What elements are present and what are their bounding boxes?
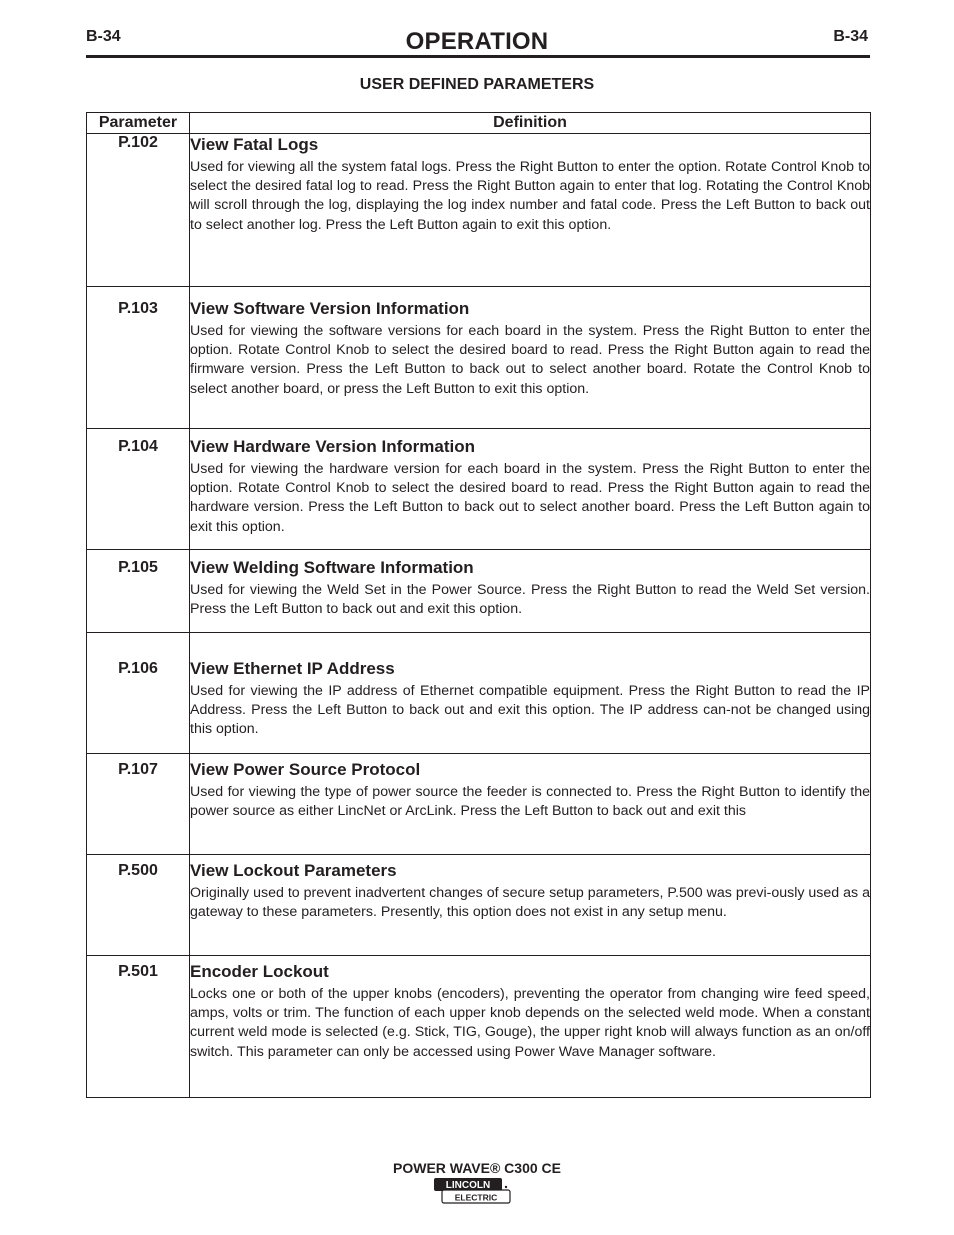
- parameter-definition: [190, 550, 871, 633]
- table-row: [87, 633, 871, 754]
- parameter-definition: [190, 429, 871, 550]
- table-row: [87, 550, 871, 633]
- definition-title: View Fatal Logs: [190, 135, 319, 154]
- definition-body: Used for viewing all the system fatal logs. Press the Right Button to enter the option. Rotate Control Knob to select the desired fatal log to read. Press the Right Button again to enter that log. Rotating the Control Knob will scroll through the log, displaying the log index number and fatal code. Press the Left Button to back out to select another log. Press the Left Button again to exit this option.: [190, 159, 870, 233]
- parameter-code: P.103: [87, 287, 190, 429]
- definition-body: Used for viewing the IP address of Ethernet compatible equipment. Press the Right Button to read the IP Address. Press the Left Button to back out and exit this option. The IP address can-not be changed using this option.: [190, 683, 870, 738]
- table-row: [87, 754, 871, 855]
- parameter-definition: [190, 956, 871, 1098]
- definition-body: Locks one or both of the upper knobs (encoders), preventing the operator from changing wire feed speed, amps, volts or trim. The function of each upper knob depends on the selected weld mode. When a constant current weld mode is selected (e.g. Stick, TIG, Gouge), the upper right knob will always function as an on/off switch. This parameter can only be accessed using Power Wave Manager software.: [190, 986, 870, 1060]
- definition-body: Used for viewing the type of power source the feeder is connected to. Press the Right Button to identify the power source as either LincNet or ArcLink. Press the Left Button to back out and exit this: [190, 784, 870, 820]
- parameter-code: P.107: [87, 754, 190, 855]
- parameters-table: [86, 112, 871, 1098]
- section-title: USER DEFINED PARAMETERS: [359, 76, 595, 93]
- definition-title: View Lockout Parameters: [190, 861, 397, 880]
- logo-text-electric: ELECTRIC: [454, 1192, 498, 1203]
- parameter-code: P.105: [87, 550, 190, 633]
- definition-body: Used for viewing the software versions for each board in the system. Press the Right Button to enter the option. Rotate Control Knob to select the desired board to read. Press the Right Button again to read the firmware version. Press the Left Button to back out to select another board. Rotate the Control Knob to select another board, or press the Left Button to exit this option.: [190, 323, 870, 397]
- definition-title: View Power Source Protocol: [190, 760, 421, 779]
- parameter-definition: [190, 855, 871, 956]
- header-rule: [86, 55, 870, 58]
- parameter-definition: [190, 134, 871, 287]
- table-row: [87, 134, 871, 287]
- column-header-parameter: Parameter: [87, 113, 190, 134]
- logo-text-lincoln: LINCOLN: [445, 1180, 491, 1191]
- page-number-left: B-34: [86, 28, 121, 45]
- lincoln-electric-logo-icon: [433, 1177, 511, 1205]
- parameter-definition: [190, 754, 871, 855]
- definition-body: Originally used to prevent inadvertent changes of secure setup parameters, P.500 was previ-ously used as a gateway to these parameters. Presently, this option does not exist in any setup menu.: [190, 885, 870, 921]
- parameter-definition: [190, 633, 871, 754]
- footer-product-name: POWER WAVE® C300 CE: [393, 1160, 561, 1176]
- table-row: [87, 855, 871, 956]
- table-row: [87, 287, 871, 429]
- parameter-code: P.104: [87, 429, 190, 550]
- column-header-definition: Definition: [190, 113, 871, 134]
- parameter-code: P.106: [87, 633, 190, 754]
- page-number-right: B-34: [833, 28, 868, 45]
- table-header-row: [87, 113, 871, 134]
- definition-body: Used for viewing the Weld Set in the Power Source. Press the Right Button to read the Weld Set version. Press the Left Button to back out and exit this option.: [190, 582, 870, 618]
- definition-title: View Welding Software Information: [190, 558, 474, 577]
- definition-title: View Ethernet IP Address: [190, 659, 395, 678]
- definition-title: Encoder Lockout: [190, 962, 329, 981]
- parameter-code: P.102: [87, 134, 190, 287]
- parameter-definition: [190, 287, 871, 429]
- table-row: [87, 956, 871, 1098]
- page-title: OPERATION: [405, 28, 549, 55]
- definition-title: View Software Version Information: [190, 299, 470, 318]
- definition-body: Used for viewing the hardware version for each board in the system. Press the Right Button to enter the option. Rotate Control Knob to select the desired board to read. Press the Right Button again to read the hardware version. Press the Left Button to back out to select another board. Press the Left Button again to exit this option.: [190, 461, 870, 535]
- parameter-code: P.500: [87, 855, 190, 956]
- definition-title: View Hardware Version Information: [190, 437, 475, 456]
- parameter-code: P.501: [87, 956, 190, 1098]
- table-row: [87, 429, 871, 550]
